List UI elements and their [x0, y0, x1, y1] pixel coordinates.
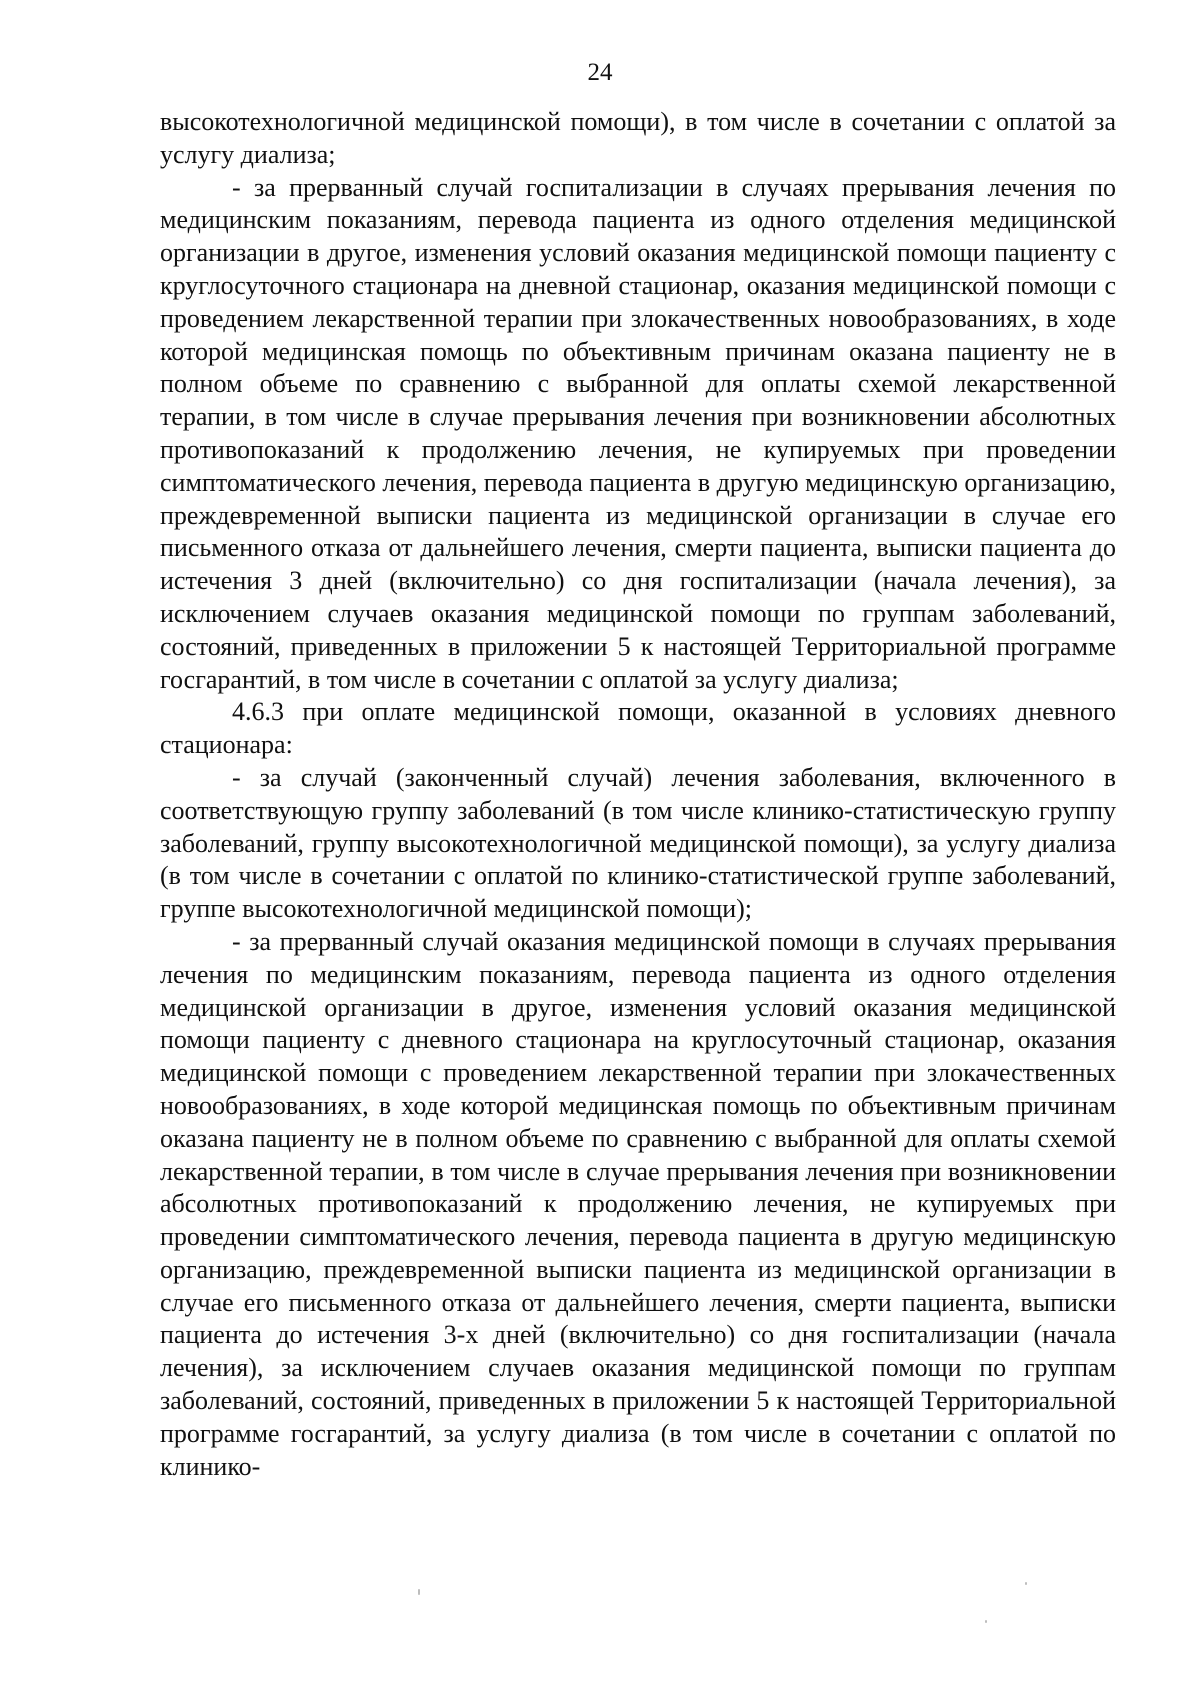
paragraph-continuation: высокотехнологичной медицинской помощи), в том числе в сочетании с оплатой за услугу диализа; — [160, 107, 1116, 169]
scan-speck — [418, 1589, 420, 1595]
page-number: 24 — [587, 59, 613, 86]
scan-speck — [1025, 1582, 1027, 1585]
paragraph-interrupted-case-day-hospital: - за прерванный случай оказания медицинской помощи в случаях прерывания лечения по медицинским показаниям, перевода пациента из одного отделения медицинской организации в другое, изменения условий оказания медицинской помощи пациенту с дневного стационара на круглосуточный стационар, оказания медицинской помощи с проведением лекарственной терапии при злокачественных новообразованиях, в ходе которой медицинская помощь по объективным причинам оказана пациенту не в полном объеме по сравнению с выбранной для оплаты схемой лекарственной терапии, в том числе в случае прерывания лечения при возникновении абсолютных противопоказаний к продолжению лечения, не купируемых при проведении симптоматического лечения, перевода пациента в другую медицинскую организацию, преждевременной выписки пациента из медицинской организации в случае его письменного отказа от дальнейшего лечения, смерти пациента, выписки пациента до истечения 3-х дней (включительно) со дня госпитализации (начала лечения), за исключением случаев оказания медицинской помощи по группам заболеваний, состояний, приведенных в приложении 5 к настоящей Территориальной программе госгарантий, за услугу диализа (в том числе в сочетании с оплатой по клинико- — [160, 926, 1116, 1481]
document-body — [160, 106, 1116, 1483]
paragraph-section-4-6-3: 4.6.3 при оплате медицинской помощи, оказанной в условиях дневного стационара: — [160, 697, 1116, 760]
paragraph-completed-case: - за случай (законченный случай) лечения заболевания, включенного в соответствующую группу заболеваний (в том числе клинико-статистическую группу заболеваний, группу высокотехнологичной медицинской помощи), за услугу диализа (в том числе в сочетании с оплатой по клинико-статистической группе заболеваний, группе высокотехнологичной медицинской помощи); — [160, 762, 1116, 924]
scan-speck — [985, 1620, 987, 1623]
paragraph-interrupted-hospitalization: - за прерванный случай госпитализации в случаях прерывания лечения по медицинским показаниям, перевода пациента из одного отделения медицинской организации в другое, изменения условий оказания медицинской помощи пациенту с круглосуточного стационара на дневной стационар, оказания медицинской помощи с проведением лекарственной терапии при злокачественных новообразованиях, в ходе которой медицинская помощь по объективным причинам оказана пациенту не в полном объеме по сравнению с выбранной для оплаты схемой лекарственной терапии, в том числе в случае прерывания лечения при возникновении абсолютных противопоказаний к продолжению лечения, не купируемых при проведении симптоматического лечения, перевода пациента в другую медицинскую организацию, преждевременной выписки пациента из медицинской организации в случае его письменного отказа от дальнейшего лечения, смерти пациента, выписки пациента до истечения 3 дней (включительно) со дня госпитализации (начала лечения), за исключением случаев оказания медицинской помощи по группам заболеваний, состояний, приведенных в приложении 5 к настоящей Территориальной программе госгарантий, в том числе в сочетании с оплатой за услугу диализа; — [160, 172, 1116, 694]
